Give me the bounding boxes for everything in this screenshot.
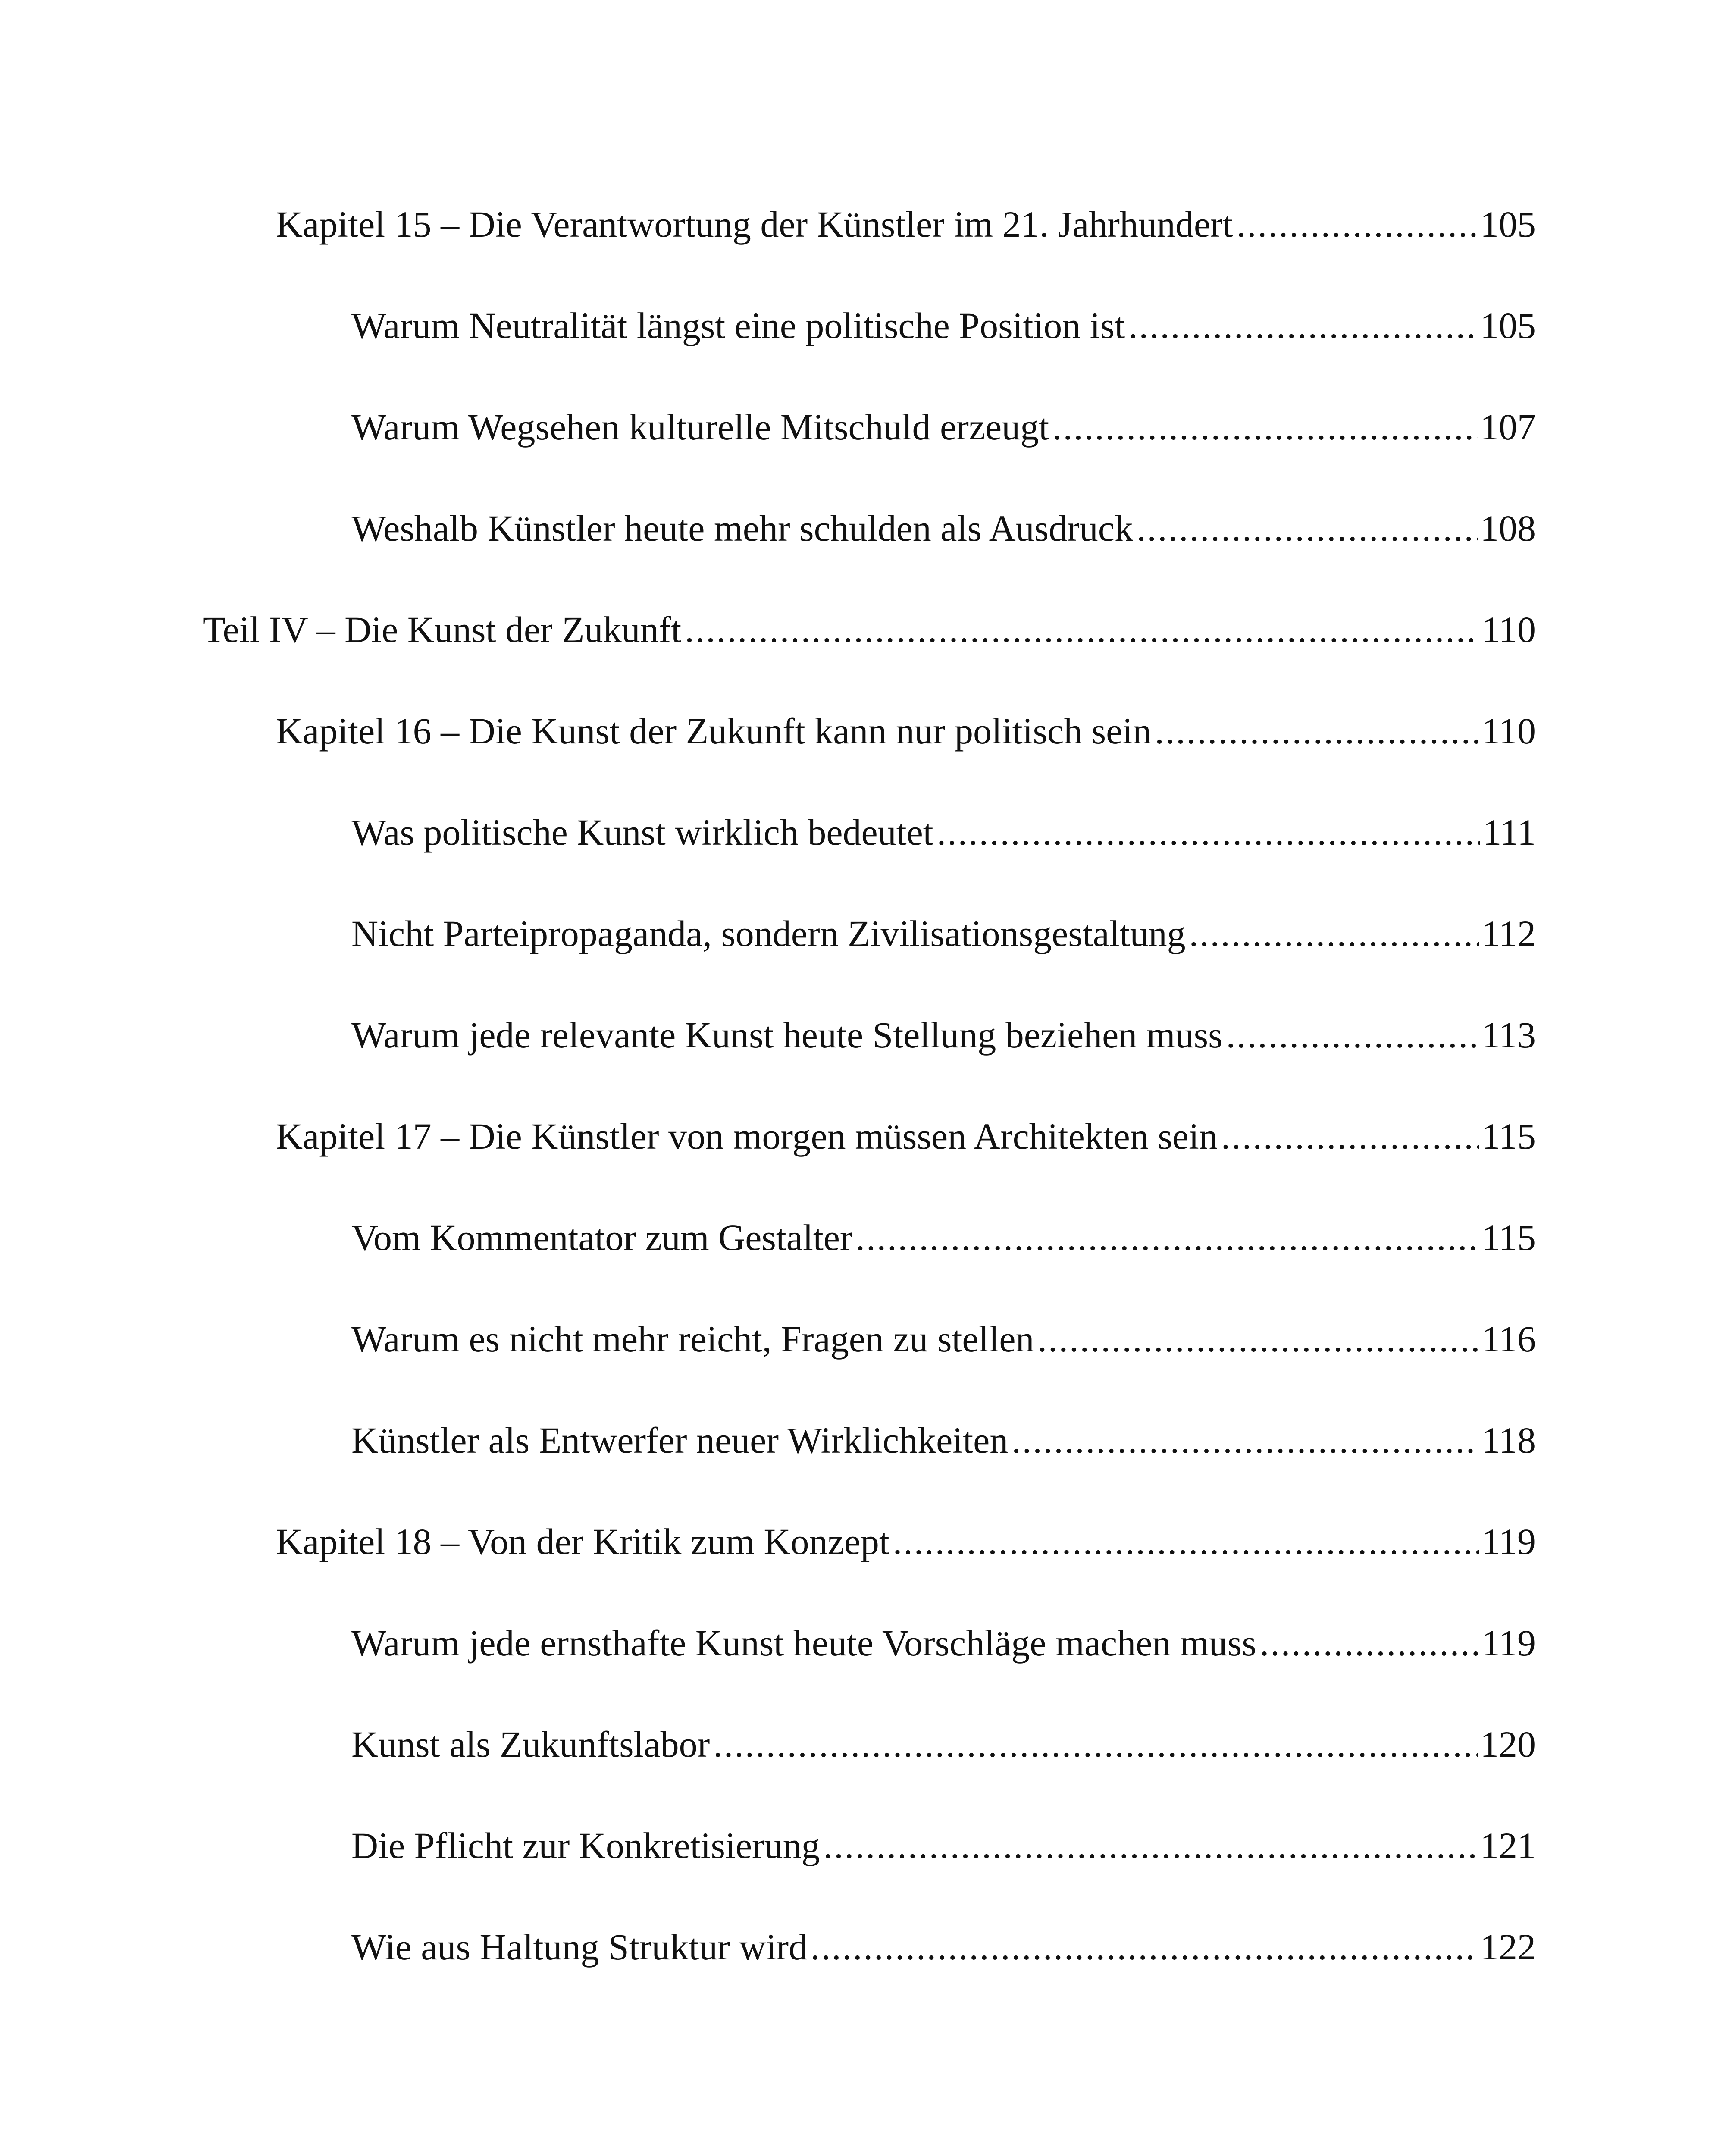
toc-entry-section: [351, 401, 1536, 453]
toc-entry-chapter: [276, 705, 1536, 757]
dot-leader: [1155, 705, 1479, 757]
toc-entry-page-number: 119: [1481, 1521, 1536, 1562]
toc-entry-title: Vom Kommentator zum Gestalter: [351, 1217, 852, 1258]
toc-entry-section: [351, 1617, 1536, 1669]
toc-entry-title: Warum jede ernsthafte Kunst heute Vorschläge machen muss: [351, 1622, 1256, 1664]
dot-leader: [1128, 300, 1478, 351]
toc-entry-page-number: 113: [1481, 1014, 1536, 1056]
toc-entry-title: Nicht Parteipropaganda, sondern Zivilisationsgestaltung: [351, 913, 1186, 954]
dot-leader: [1189, 908, 1479, 959]
toc-entry-page-number: 111: [1483, 812, 1536, 853]
toc-entry-title: Kunst als Zukunftslabor: [351, 1724, 710, 1765]
dot-leader: [1237, 198, 1478, 250]
toc-entry-page-number: 118: [1481, 1420, 1536, 1461]
toc-entry-title: Weshalb Künstler heute mehr schulden als Ausdruck: [351, 508, 1133, 549]
toc-entry-page-number: 116: [1481, 1318, 1536, 1360]
dot-leader: [1052, 401, 1478, 453]
toc-entry-section: [351, 806, 1536, 858]
dot-leader: [1038, 1313, 1479, 1365]
toc-entry-title: Kapitel 16 – Die Kunst der Zukunft kann nur politisch sein: [276, 710, 1152, 752]
dot-leader: [1137, 502, 1478, 554]
toc-entry-page-number: 121: [1480, 1825, 1536, 1866]
toc-entry-page-number: 122: [1480, 1926, 1536, 1968]
toc-entry-section: [351, 1414, 1536, 1466]
dot-leader: [685, 604, 1479, 655]
dot-leader: [1012, 1414, 1479, 1466]
toc-entry-title: Wie aus Haltung Struktur wird: [351, 1926, 808, 1968]
toc-entry-page-number: 119: [1481, 1622, 1536, 1664]
toc-entry-page-number: 105: [1480, 305, 1536, 346]
toc-entry-page-number: 107: [1480, 406, 1536, 448]
toc-entry-page-number: 110: [1481, 609, 1536, 650]
dot-leader: [824, 1820, 1478, 1871]
toc-entry-title: Teil IV – Die Kunst der Zukunft: [203, 609, 682, 650]
dot-leader: [811, 1921, 1478, 1973]
dot-leader: [1226, 1009, 1479, 1061]
toc-entry-section: [351, 300, 1536, 351]
toc-entry-part: [203, 604, 1536, 655]
toc-entry-page-number: 112: [1481, 913, 1536, 954]
toc-entry-page-number: 108: [1480, 508, 1536, 549]
toc-entry-title: Warum Neutralität längst eine politische Position ist: [351, 305, 1125, 346]
toc-entry-title: Kapitel 15 – Die Verantwortung der Künstler im 21. Jahrhundert: [276, 204, 1233, 245]
dot-leader: [1221, 1110, 1479, 1162]
toc-entry-page-number: 105: [1480, 204, 1536, 245]
toc-entry-page-number: 120: [1480, 1724, 1536, 1765]
toc-entry-section: [351, 1009, 1536, 1061]
toc-entry-title: Kapitel 18 – Von der Kritik zum Konzept: [276, 1521, 889, 1562]
toc-entry-section: [351, 908, 1536, 959]
dot-leader: [1260, 1617, 1479, 1669]
dot-leader: [856, 1212, 1479, 1263]
toc-entry-section: [351, 1921, 1536, 1973]
toc-entry-title: Warum jede relevante Kunst heute Stellung beziehen muss: [351, 1014, 1223, 1056]
toc-entry-page-number: 115: [1481, 1116, 1536, 1157]
toc-entry-chapter: [276, 1110, 1536, 1162]
toc-entry-title: Was politische Kunst wirklich bedeutet: [351, 812, 933, 853]
dot-leader: [893, 1516, 1479, 1567]
toc-entry-section: [351, 502, 1536, 554]
toc-entry-section: [351, 1212, 1536, 1263]
toc-entry-title: Künstler als Entwerfer neuer Wirklichkeiten: [351, 1420, 1009, 1461]
toc-entry-section: [351, 1718, 1536, 1770]
toc-entry-page-number: 110: [1481, 710, 1536, 752]
dot-leader: [713, 1718, 1478, 1770]
toc-entry-title: Warum es nicht mehr reicht, Fragen zu stellen: [351, 1318, 1034, 1360]
toc-entry-section: [351, 1820, 1536, 1871]
toc-entry-chapter: [276, 1516, 1536, 1567]
toc-entry-page-number: 115: [1481, 1217, 1536, 1258]
dot-leader: [937, 806, 1481, 858]
toc-entry-section: [351, 1313, 1536, 1365]
toc-entry-title: Kapitel 17 – Die Künstler von morgen müssen Architekten sein: [276, 1116, 1218, 1157]
toc-entry-title: Die Pflicht zur Konkretisierung: [351, 1825, 820, 1866]
toc-entry-title: Warum Wegsehen kulturelle Mitschuld erzeugt: [351, 406, 1049, 448]
toc-entry-chapter: [276, 198, 1536, 250]
